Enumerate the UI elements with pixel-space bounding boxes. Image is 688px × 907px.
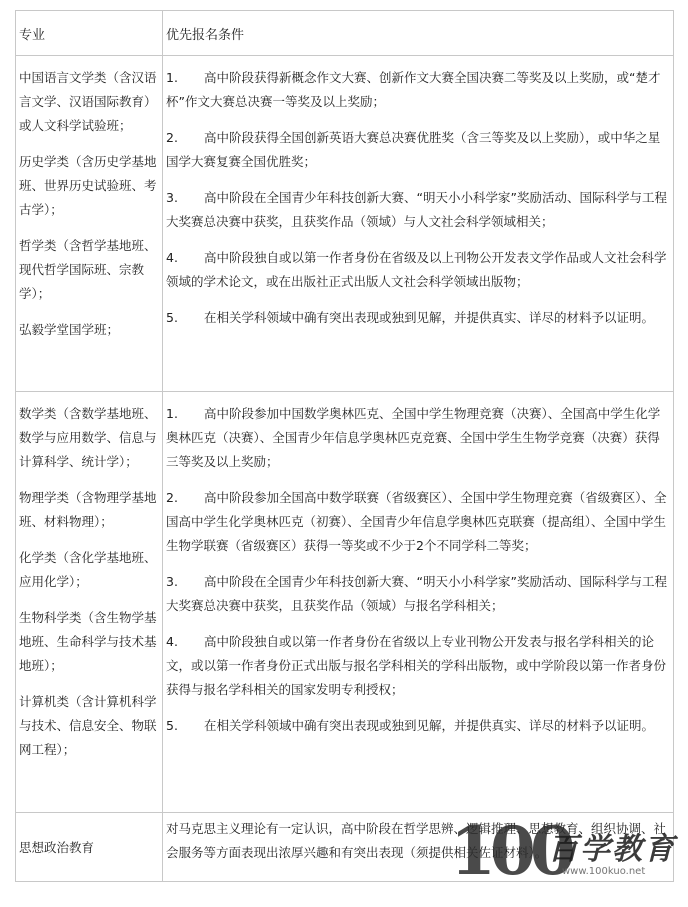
condition-text: 在相关学科领域中确有突出表现或独到见解，并提供真实、详尽的材料予以证明。 <box>204 718 655 733</box>
table-row <box>16 392 674 813</box>
condition-item <box>166 486 670 558</box>
condition-item <box>166 306 670 330</box>
major-item: 中国语言文学类（含汉语言文学、汉语国际教育）或人文科学试验班； <box>19 70 157 133</box>
condition-item <box>166 570 670 618</box>
condition-text: 在相关学科领域中确有突出表现或独到见解，并提供真实、详尽的材料予以证明。 <box>204 310 655 325</box>
table-row <box>16 56 674 392</box>
condition-item <box>166 66 670 114</box>
condition-text: 高中阶段在全国青少年科技创新大赛、“明天小小科学家”奖励活动、国际科学与工程大奖赛总决赛中获奖，且获奖作品（领域）与人文社会科学领域相关； <box>166 190 667 229</box>
condition-text: 高中阶段参加全国高中数学联赛（省级赛区）、全国中学生物理竞赛（省级赛区）、全国高中学生化学奥林匹克（初赛）、全国青少年信息学奥林匹克联赛（提高组）、全国中学生生物学联赛（省级赛区）获得一等奖或不少于2个不同学科二等奖； <box>166 490 667 553</box>
condition-text: 高中阶段独自或以第一作者身份在省级以上专业刊物公开发表与报名学科相关的论文，或以第一作者身份正式出版与报名学科相关的学科出版物，或中学阶段以第一作者身份获得与报名学科相关的国家发明专利授权； <box>166 634 667 697</box>
condition-number: 5. <box>166 310 178 325</box>
condition-number: 1. <box>166 70 178 85</box>
condition-item <box>166 402 670 474</box>
major-item: 弘毅学堂国学班； <box>19 322 120 337</box>
major-cell <box>16 56 163 392</box>
condition-text: 对马克思主义理论有一定认识，高中阶段在哲学思辨、逻辑推理、思想教育、组织协调、社会服务等方面表现出浓厚兴趣和有突出表现（须提供相关佐证材料）。 <box>166 821 667 860</box>
condition-text: 高中阶段获得新概念作文大赛、创新作文大赛全国决赛二等奖及以上奖励，或“楚才杯”作文大赛总决赛一等奖及以上奖励； <box>166 70 661 109</box>
condition-item <box>166 126 670 174</box>
major-item: 物理学类（含物理学基地班、材料物理）； <box>19 490 157 529</box>
watermark-number: 100 <box>450 812 570 890</box>
condition-item <box>166 186 670 234</box>
condition-item <box>166 246 670 294</box>
condition-number: 5. <box>166 718 178 733</box>
major-item: 历史学类（含历史学基地班、世界历史试验班、考古学）； <box>19 154 157 217</box>
major-item: 化学类（含化学基地班、应用化学）； <box>19 550 157 589</box>
admission-conditions-table <box>15 10 674 890</box>
major-item: 思想政治教育 <box>19 840 95 855</box>
condition-item <box>166 630 670 702</box>
conditions-cell <box>163 812 674 890</box>
condition-text: 高中阶段参加中国数学奥林匹克、全国中学生物理竞赛（决赛）、全国高中学生化学奥林匹克（决赛）、全国青少年信息学奥林匹克竞赛、全国中学生生物学竞赛（决赛）获得三等奖及以上奖励； <box>166 406 661 469</box>
conditions-cell <box>163 392 674 813</box>
condition-number: 4. <box>166 634 178 649</box>
table-row <box>16 813 674 882</box>
table-header-row <box>16 11 674 56</box>
major-cell <box>16 813 163 882</box>
header-conditions: 优先报名条件 <box>163 11 674 56</box>
major-item: 计算机类（含计算机科学与技术、信息安全、物联网工程）； <box>19 694 157 757</box>
major-item: 哲学类（含哲学基地班、现代哲学国际班、宗教学）； <box>19 238 157 301</box>
condition-number: 3. <box>166 574 178 589</box>
condition-number: 2. <box>166 490 178 505</box>
condition-text: 高中阶段独自或以第一作者身份在省级及以上刊物公开发表文学作品或人文社会科学领域的学术论文，或在出版社正式出版人文社会科学领域出版物； <box>166 250 667 289</box>
watermark-url: www.100kuo.net <box>562 866 646 877</box>
header-major: 专业 <box>16 11 163 56</box>
conditions-cell <box>163 56 674 392</box>
major-item: 数学类（含数学基地班、数学与应用数学、信息与计算科学、统计学）； <box>19 406 157 469</box>
condition-item <box>166 714 670 738</box>
condition-number: 2. <box>166 130 178 145</box>
condition-text: 高中阶段在全国青少年科技创新大赛、“明天小小科学家”奖励活动、国际科学与工程大奖赛总决赛中获奖，且获奖作品（领域）与报名学科相关； <box>166 574 667 613</box>
condition-number: 1. <box>166 406 178 421</box>
condition-number: 3. <box>166 190 178 205</box>
condition-number: 4. <box>166 250 178 265</box>
watermark-brand: 百学教育 <box>548 832 676 867</box>
condition-text: 高中阶段获得全国创新英语大赛总决赛优胜奖（含三等奖及以上奖励），或中华之星国学大赛复赛全国优胜奖； <box>166 130 661 169</box>
major-item: 生物科学类（含生物学基地班、生命科学与技术基地班）； <box>19 610 157 673</box>
major-cell <box>16 392 163 813</box>
